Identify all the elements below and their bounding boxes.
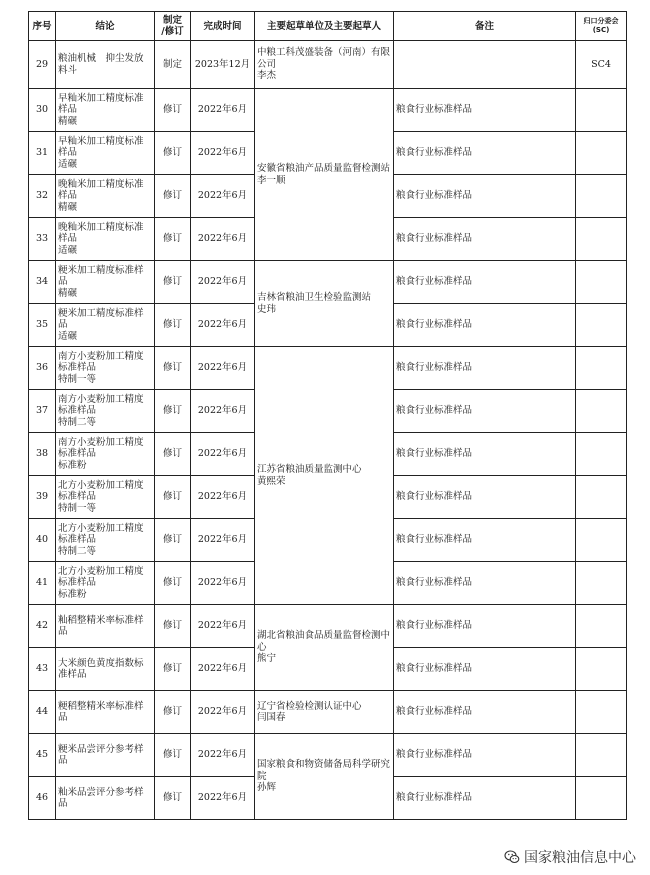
cell-date: 2022年6月 <box>191 89 255 132</box>
cell-conclusion: 粳稻整精米率标准样品 <box>56 691 155 734</box>
cell-type: 修订 <box>155 304 191 347</box>
cell-type: 修订 <box>155 132 191 175</box>
cell-date: 2022年6月 <box>191 648 255 691</box>
cell-drafter-group: 国家粮食和物资储备局科学研究院 孙辉 <box>255 734 394 820</box>
cell-note: 粮食行业标准样品 <box>394 519 576 562</box>
table-row <box>29 347 627 390</box>
cell-conclusion: 粳米加工精度标准样品 精碾 <box>56 261 155 304</box>
cell-seq: 32 <box>29 175 56 218</box>
cell-date: 2022年6月 <box>191 691 255 734</box>
cell-committee <box>576 562 627 605</box>
cell-date: 2022年6月 <box>191 777 255 820</box>
cell-seq: 31 <box>29 132 56 175</box>
cell-seq: 40 <box>29 519 56 562</box>
cell-committee <box>576 347 627 390</box>
cell-seq: 45 <box>29 734 56 777</box>
cell-type: 修订 <box>155 605 191 648</box>
cell-note: 粮食行业标准样品 <box>394 132 576 175</box>
cell-type: 修订 <box>155 777 191 820</box>
watermark-text: 国家粮油信息中心 <box>524 850 636 866</box>
cell-committee <box>576 304 627 347</box>
cell-conclusion: 大米颜色黄度指数标准样品 <box>56 648 155 691</box>
cell-seq: 39 <box>29 476 56 519</box>
header-committee: 归口分委会 (SC) <box>576 12 627 41</box>
cell-committee <box>576 261 627 304</box>
cell-date: 2022年6月 <box>191 476 255 519</box>
cell-note: 粮食行业标准样品 <box>394 777 576 820</box>
cell-date: 2022年6月 <box>191 390 255 433</box>
header-note: 备注 <box>394 12 576 41</box>
cell-conclusion: 籼稻整精米率标准样品 <box>56 605 155 648</box>
table-row <box>29 89 627 132</box>
cell-type: 修订 <box>155 390 191 433</box>
cell-date: 2022年6月 <box>191 605 255 648</box>
cell-conclusion: 早籼米加工精度标准样品 精碾 <box>56 89 155 132</box>
header-seq: 序号 <box>29 12 56 41</box>
cell-type: 修订 <box>155 261 191 304</box>
cell-seq: 30 <box>29 89 56 132</box>
header-type: 制定 /修订 <box>155 12 191 41</box>
cell-drafter: 中粮工科茂盛装备（河南）有限公司 李杰 <box>255 41 394 89</box>
cell-note: 粮食行业标准样品 <box>394 304 576 347</box>
cell-type: 修订 <box>155 175 191 218</box>
cell-date: 2022年6月 <box>191 347 255 390</box>
cell-drafter-group: 湖北省粮油食品质量监督检测中心 熊宁 <box>255 605 394 691</box>
cell-note: 粮食行业标准样品 <box>394 390 576 433</box>
cell-note: 粮食行业标准样品 <box>394 691 576 734</box>
cell-type: 修订 <box>155 347 191 390</box>
cell-seq: 46 <box>29 777 56 820</box>
cell-committee <box>576 89 627 132</box>
cell-committee <box>576 218 627 261</box>
cell-committee <box>576 390 627 433</box>
cell-committee <box>576 476 627 519</box>
cell-note: 粮食行业标准样品 <box>394 175 576 218</box>
cell-date: 2022年6月 <box>191 304 255 347</box>
cell-type: 修订 <box>155 648 191 691</box>
cell-seq: 44 <box>29 691 56 734</box>
standards-table <box>28 11 627 820</box>
cell-note: 粮食行业标准样品 <box>394 433 576 476</box>
cell-committee <box>576 691 627 734</box>
cell-conclusion: 晚籼米加工精度标准样品 精碾 <box>56 175 155 218</box>
cell-conclusion: 南方小麦粉加工精度标准样品 特制二等 <box>56 390 155 433</box>
cell-date: 2022年6月 <box>191 433 255 476</box>
cell-seq: 42 <box>29 605 56 648</box>
cell-conclusion: 粳米品尝评分参考样品 <box>56 734 155 777</box>
cell-conclusion: 北方小麦粉加工精度标准样品 标准粉 <box>56 562 155 605</box>
cell-committee <box>576 734 627 777</box>
cell-committee <box>576 648 627 691</box>
cell-type: 修订 <box>155 433 191 476</box>
cell-note: 粮食行业标准样品 <box>394 347 576 390</box>
cell-committee: SC4 <box>576 41 627 89</box>
cell-committee <box>576 175 627 218</box>
cell-date: 2022年6月 <box>191 562 255 605</box>
table-row <box>29 261 627 304</box>
cell-date: 2023年12月 <box>191 41 255 89</box>
cell-conclusion: 粮油机械 抑尘发放料斗 <box>56 41 155 89</box>
cell-seq: 41 <box>29 562 56 605</box>
cell-note: 粮食行业标准样品 <box>394 261 576 304</box>
cell-drafter-group: 辽宁省检验检测认证中心 闫国春 <box>255 691 394 734</box>
cell-conclusion: 南方小麦粉加工精度标准样品 标准粉 <box>56 433 155 476</box>
cell-date: 2022年6月 <box>191 519 255 562</box>
cell-note <box>394 41 576 89</box>
table-row <box>29 734 627 777</box>
cell-seq: 37 <box>29 390 56 433</box>
cell-committee <box>576 132 627 175</box>
cell-drafter-group: 安徽省粮油产品质量监督检测站 李一顺 <box>255 89 394 261</box>
cell-note: 粮食行业标准样品 <box>394 648 576 691</box>
cell-seq: 33 <box>29 218 56 261</box>
cell-note: 粮食行业标准样品 <box>394 218 576 261</box>
cell-date: 2022年6月 <box>191 261 255 304</box>
cell-note: 粮食行业标准样品 <box>394 89 576 132</box>
header-conclusion: 结论 <box>56 12 155 41</box>
cell-type: 修订 <box>155 734 191 777</box>
cell-date: 2022年6月 <box>191 132 255 175</box>
cell-type: 修订 <box>155 476 191 519</box>
cell-conclusion: 晚籼米加工精度标准样品 适碾 <box>56 218 155 261</box>
cell-seq: 36 <box>29 347 56 390</box>
cell-type: 修订 <box>155 519 191 562</box>
cell-note: 粮食行业标准样品 <box>394 734 576 777</box>
cell-seq: 43 <box>29 648 56 691</box>
cell-drafter-group: 江苏省粮油质量监测中心 黄熙荣 <box>255 347 394 605</box>
cell-conclusion: 早籼米加工精度标准样品 适碾 <box>56 132 155 175</box>
wechat-icon <box>504 849 520 865</box>
cell-committee <box>576 433 627 476</box>
table-row <box>29 605 627 648</box>
cell-conclusion: 籼米品尝评分参考样品 <box>56 777 155 820</box>
cell-conclusion: 粳米加工精度标准样品 适碾 <box>56 304 155 347</box>
cell-committee <box>576 777 627 820</box>
cell-date: 2022年6月 <box>191 175 255 218</box>
cell-type: 制定 <box>155 41 191 89</box>
cell-type: 修订 <box>155 691 191 734</box>
cell-note: 粮食行业标准样品 <box>394 476 576 519</box>
table-row <box>29 691 627 734</box>
cell-seq: 35 <box>29 304 56 347</box>
header-drafter: 主要起草单位及主要起草人 <box>255 12 394 41</box>
cell-date: 2022年6月 <box>191 734 255 777</box>
cell-committee <box>576 605 627 648</box>
header-row <box>29 12 627 41</box>
cell-conclusion: 南方小麦粉加工精度标准样品 特制一等 <box>56 347 155 390</box>
header-date: 完成时间 <box>191 12 255 41</box>
cell-conclusion: 北方小麦粉加工精度标准样品 特制二等 <box>56 519 155 562</box>
cell-conclusion: 北方小麦粉加工精度标准样品 特制一等 <box>56 476 155 519</box>
watermark <box>504 847 636 867</box>
cell-type: 修订 <box>155 89 191 132</box>
cell-note: 粮食行业标准样品 <box>394 605 576 648</box>
cell-type: 修订 <box>155 562 191 605</box>
cell-seq: 38 <box>29 433 56 476</box>
cell-seq: 29 <box>29 41 56 89</box>
cell-note: 粮食行业标准样品 <box>394 562 576 605</box>
cell-seq: 34 <box>29 261 56 304</box>
cell-type: 修订 <box>155 218 191 261</box>
table-row <box>29 41 627 89</box>
cell-drafter-group: 吉林省粮油卫生检验监测站 史玮 <box>255 261 394 347</box>
cell-date: 2022年6月 <box>191 218 255 261</box>
cell-committee <box>576 519 627 562</box>
